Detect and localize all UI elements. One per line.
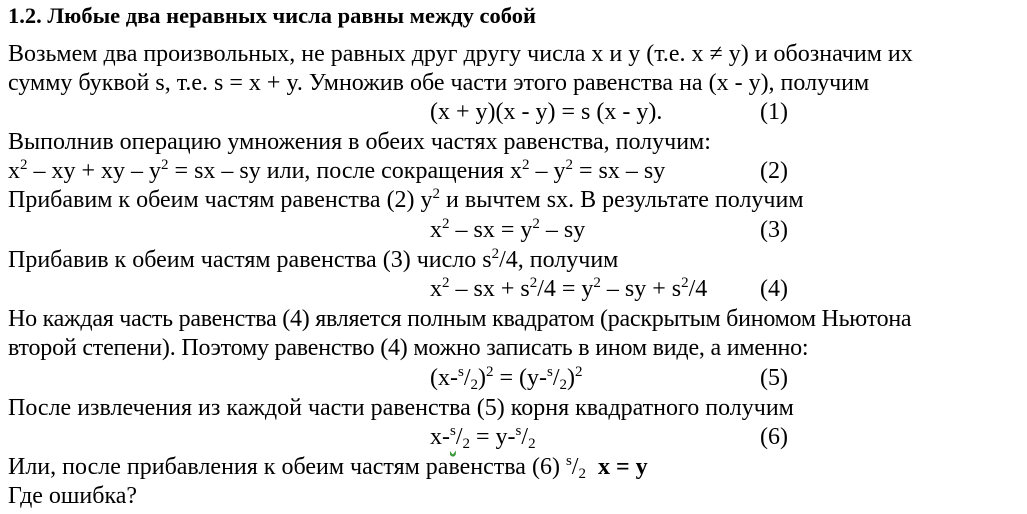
equation-5: $(x-^s/_2)^2 = (y-^s/_2)^2$ bbox=[430, 364, 583, 393]
paragraph-line: Возьмем два произвольных, не равных друг другу числа x и y (т.е. x ≠ y) и обозначим их bbox=[8, 41, 913, 67]
equation-5-label: (5) bbox=[760, 365, 788, 391]
equation-6-label: (6) bbox=[760, 424, 788, 450]
equation-2: $x^2$ – xy + xy – $y^2$ = sx – sy или, после сокращения $x^2 - y^2$ = sx – sy bbox=[8, 157, 666, 184]
equation-1-label: (1) bbox=[760, 99, 788, 125]
equation-3: $x^2$ – sx = $y^2$ – sy bbox=[430, 216, 586, 243]
paragraph-line: Или, после прибавления к обеим частям равенства (6) $^s/_2$ x = y bbox=[8, 453, 648, 482]
equation-2-label: (2) bbox=[760, 158, 788, 184]
paragraph-line: Прибавив к обеим частям равенства (3) число $s^2/4$, получим bbox=[8, 246, 619, 273]
paragraph-line: После извлечения из каждой части равенства (5) корня квадратного получим bbox=[8, 395, 794, 421]
paragraph-line: второй степени). Поэтому равенство (4) можно записать в ином виде, а именно: bbox=[8, 335, 809, 361]
equation-4: $x^2$ – sx + $s^2/4 = y^2$ – sy + $s^2/4$ bbox=[430, 275, 708, 302]
paragraph-line: Но каждая часть равенства (4) является полным квадратом (раскрытым биномом Ньютона bbox=[8, 306, 912, 332]
paragraph-line: сумму буквой s, т.е. s = x + y. Умножив обе части этого равенства на (x - y), получим bbox=[8, 70, 870, 96]
paragraph-line: Прибавим к обеим частям равенства (2) $y^2$ и вычтем sx. В результате получим bbox=[8, 186, 804, 213]
equation-6: $x-^s/_2 = y-^s/_2$ bbox=[430, 423, 536, 452]
equation-1: (x + y)(x - y) = s (x - y). bbox=[430, 99, 663, 125]
question-line: Где ошибка? bbox=[8, 483, 138, 509]
paragraph-line: Выполнив операцию умножения в обеих частях равенства, получим: bbox=[8, 129, 711, 155]
equation-3-label: (3) bbox=[760, 217, 788, 243]
conclusion-result: x = y bbox=[597, 454, 648, 480]
section-heading: 1.2. Любые два неравных числа равны между собой bbox=[8, 3, 536, 28]
equation-4-label: (4) bbox=[760, 276, 788, 302]
